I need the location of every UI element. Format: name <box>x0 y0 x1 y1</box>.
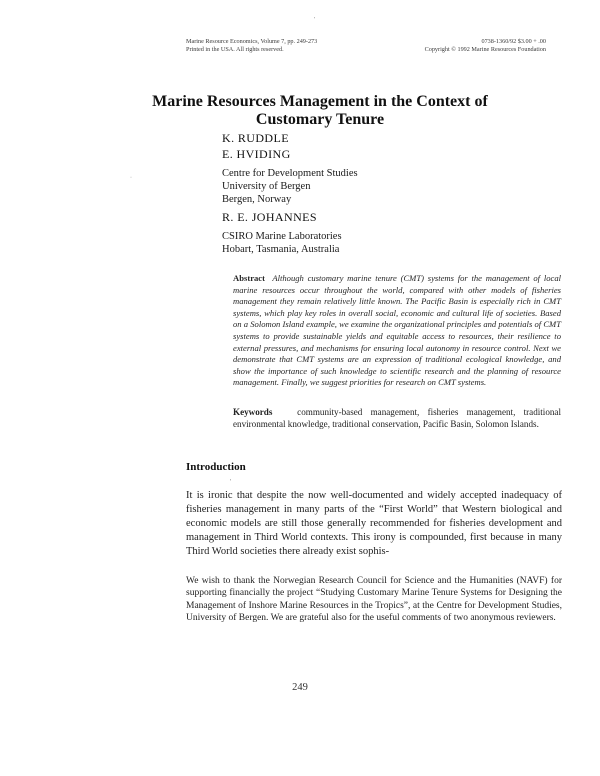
running-header-left <box>186 38 317 54</box>
affiliation-line: Hobart, Tasmania, Australia <box>222 244 340 255</box>
title-line-2: Customary Tenure <box>255 111 385 128</box>
affiliation-line: Bergen, Norway <box>222 194 292 205</box>
keywords-text: community-based management, fisheries management, traditional environmental knowledge, traditional conservation, Pacific Basin, Solomon Islands. <box>233 407 561 429</box>
printed-notice: Printed in the USA. All rights reserved. <box>186 46 284 53</box>
copyright-notice: Copyright © 1992 Marine Resources Foundation <box>424 46 546 53</box>
author-name: E. HVIDING <box>222 147 291 161</box>
journal-citation: Marine Resource Economics, Volume 7, pp. 249-273 <box>186 38 318 45</box>
affiliation-block <box>222 167 358 206</box>
title-line-1: Marine Resources Management in the Context of <box>152 93 488 110</box>
author-name: R. E. JOHANNES <box>222 210 317 224</box>
affiliation-line: CSIRO Marine Laboratories <box>222 231 342 242</box>
affiliation-line: University of Bergen <box>222 181 311 192</box>
abstract-label: Abstract <box>233 273 265 283</box>
scan-speck: ' <box>230 478 232 486</box>
issn-code: 0738-1360/92 $3.00 + .00 <box>481 38 546 45</box>
keywords-label: Keywords <box>233 407 273 417</box>
affiliation-line: Centre for Development Studies <box>222 168 358 179</box>
section-heading: Introduction <box>186 461 246 473</box>
author-name: K. RUDDLE <box>222 131 289 145</box>
affiliation-block <box>222 230 342 256</box>
acknowledgement-note: We wish to thank the Norwegian Research Council for Science and the Humanities (NAVF) for supporting financially the project “Studying Customary Marine Tenure Systems for Designing the Management of Inshore Marine Resources in the Tropics”, at the Centre for Development Studies, University of Bergen. We are grateful also for the useful comments of two anonymous reviewers. <box>186 576 562 623</box>
scan-speck: · <box>130 175 132 181</box>
keywords <box>233 407 561 431</box>
abstract <box>233 273 561 389</box>
running-header-right <box>425 38 546 54</box>
scan-speck: ' <box>314 17 316 23</box>
abstract-text: Although customary marine tenure (CMT) systems for the management of local marine resources occur throughout the world, compared with other models of fisheries management they remain relatively little known. The Pacific Basin is especially rich in CMT systems, which play key roles in overall social, economic and cultural life of societies. Based on a Solomon Island example, we examine the organizational principles and potentials of CMT systems to provide sustainable yields and equitable access to resources, their resilience to external pressures, and mechanisms for ensuring local autonomy in resource control. Next we demonstrate that CMT systems are an expression of traditional ecological knowledge, and show the importance of such knowledge to scientific research and the planning of resource management. Finally, we suggest priorities for research on CMT systems. <box>233 273 561 388</box>
page-number: 249 <box>292 682 308 693</box>
article-title <box>150 93 490 129</box>
body-paragraph: It is ironic that despite the now well-documented and widely accepted inadequacy of fisheries management in many parts of the “First World” that Western biological and economic models are still those generally recommended for fisheries development and management in Third World contexts. This irony is compounded, first because in many Third World societies there already exist sophis- <box>186 490 562 557</box>
